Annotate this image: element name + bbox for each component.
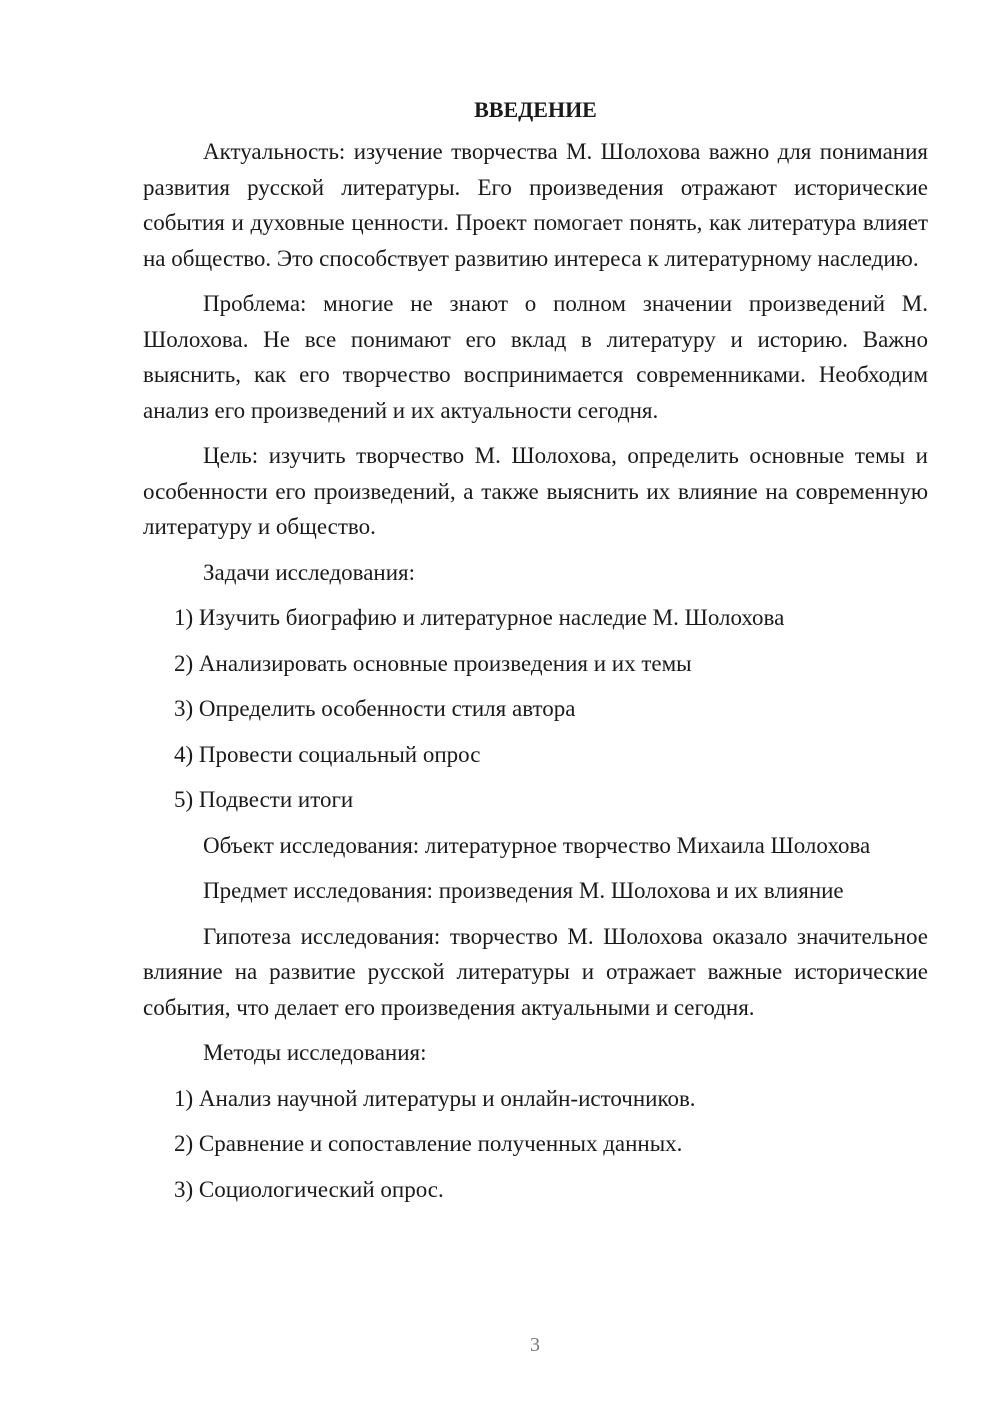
goal-paragraph: Цель: изучить творчество М. Шолохова, определить основные темы и особенности его произведений, а также выяснить их влияние на современную литературу и общество.: [143, 443, 928, 539]
method-item: 3) Социологический опрос.: [174, 1176, 444, 1202]
subject-paragraph: Предмет исследования: произведения М. Шолохова и их влияние: [203, 878, 844, 903]
section-heading: ВВЕДЕНИЕ: [474, 97, 597, 122]
relevance-paragraph: Актуальность: изучение творчества М. Шолохова важно для понимания развития русской литературы. Его произведения отражают исторические события и духовные ценности. Проект помогает понять, как литература влияет на общество. Это способствует развитию интереса к литературному наследию.: [143, 139, 928, 271]
method-item: 1) Анализ научной литературы и онлайн-источников.: [174, 1085, 696, 1111]
method-item: 2) Сравнение и сопоставление полученных данных.: [174, 1131, 683, 1156]
task-item: 5) Подвести итоги: [174, 787, 354, 812]
page-number: 3: [530, 1334, 540, 1356]
task-item: 2) Анализировать основные произведения и их темы: [174, 650, 692, 676]
tasks-title: Задачи исследования:: [203, 559, 416, 585]
hypothesis-paragraph: Гипотеза исследования: творчество М. Шолохова оказало значительное влияние на развитие русской литературы и отражает важные исторические события, что делает его произведения актуальными и сегодня.: [143, 923, 928, 1020]
problem-paragraph: Проблема: многие не знают о полном значении произведений М. Шолохова. Не все понимают его вклад в литературу и историю. Важно выяснить, как его творчество воспринимается современниками. Необходим анализ его произведений и их актуальности сегодня.: [143, 291, 928, 423]
document-page: [143, 92, 928, 1217]
object-paragraph: Объект исследования: литературное творчество Михаила Шолохова: [203, 832, 871, 858]
task-item: 3) Определить особенности стиля автора: [174, 696, 576, 721]
task-item: 4) Провести социальный опрос: [174, 741, 481, 767]
task-item: 1) Изучить биографию и литературное наследие М. Шолохова: [174, 605, 785, 630]
methods-title: Методы исследования:: [203, 1040, 427, 1065]
